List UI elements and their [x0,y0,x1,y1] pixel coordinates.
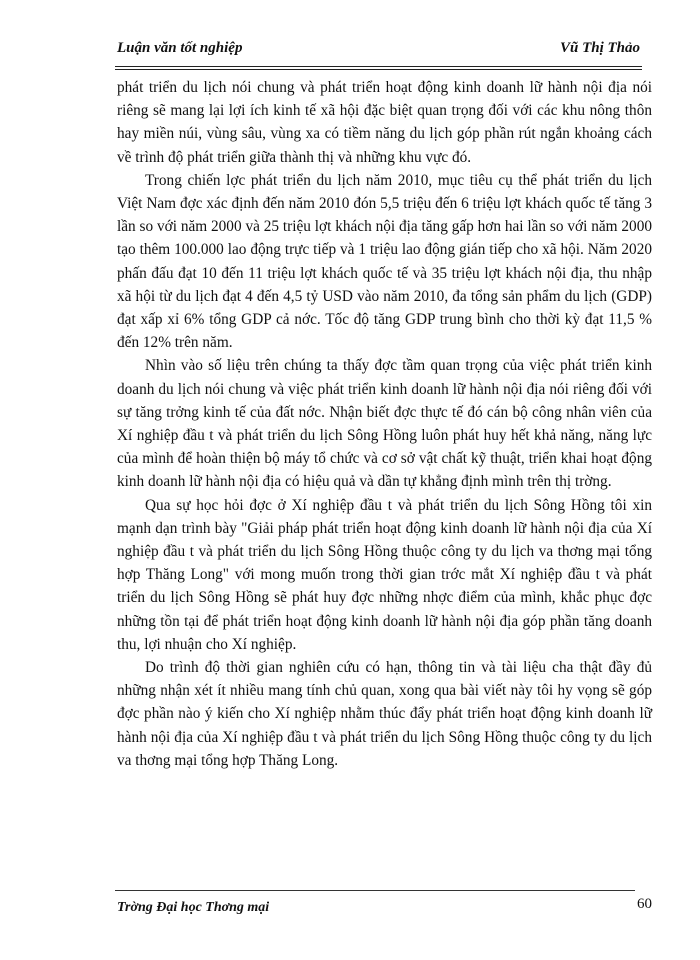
header-title: Luận văn tốt nghiệp [117,40,243,56]
page-number: 60 [637,896,652,912]
paragraph-1: phát triển du lịch nói chung và phát triển hoạt động kinh doanh lữ hành nội địa nói riêng sẽ mang lại lợi ích kinh tế xã hội đặc biệt quan trọng đối với các khu nông thôn hay miền núi, vùng sâu, vùng xa có tiềm năng du lịch góp phần rút ngắn khoảng cách về trình độ phát triển giữa thành thị và những khu vực đó. [117,79,652,166]
paragraph-2: Trong chiến lợc phát triển du lịch năm 2010, mục tiêu cụ thể phát triển du lịch Việt Nam đợc xác định đến năm 2010 đón 5,5 triệu đến 6 triệu lợt khách quốc tế tăng 3 lần so với năm 2000 và 25 triệu lợt khách nội địa tăng gấp hơn hai lần so với năm 2000 tạo thêm 100.000 lao động trực tiếp và 1 triệu lao động gián tiếp cho xã hội. Năm 2020 phấn đấu đạt 10 đến 11 triệu lợt khách quốc tế và 35 triệu lợt khách nội địa, thu nhập xã hội từ du lịch đạt 4 đến 4,5 tỷ USD vào năm 2010, đa tổng sản phẩm du lịch (GDP) đạt xấp xỉ 6% tổng GDP cả nớc. Tốc độ tăng GDP trung bình cho thời kỳ đạt 11,5 % đến 12% trên năm. [117,171,652,352]
paragraph-4: Qua sự học hỏi đợc ở Xí nghiệp đầu t và phát triển du lịch Sông Hồng tôi xin mạnh dạn trình bày "Giải pháp phát triển hoạt động kinh doanh lữ hành nội địa của Xí nghiệp đầu t và phát triển du lịch Sông Hồng thuộc công ty du lịch va thơng mại tổng hợp Thăng Long" với mong muốn trong thời gian trớc mắt Xí nghiệp đầu t và phát triển du lịch Sông Hồng sẽ phát huy đợc những nhợc điểm của mình, khắc phục đợc những tồn tại để phát triển hoạt động kinh doanh lữ hành nội địa góp phần tăng doanh thu, lợi nhuận cho Xí nghiệp. [117,496,652,653]
document-body [117,76,652,772]
paragraph-3: Nhìn vào số liệu trên chúng ta thấy đợc tầm quan trọng của việc phát triển kinh doanh du lịch nói chung và việc phát triển kinh doanh lữ hành nội địa nói riêng đối với sự tăng trởng kinh tế của đất nớc. Nhận biết đợc thực tế đó cán bộ công nhân viên của Xí nghiệp đầu t và phát triển du lịch Sông Hồng luôn phát huy hết khả năng, năng lực của mình để hoàn thiện bộ máy tổ chức và cơ sở vật chất kỹ thuật, triển khai hoạt động kinh doanh lữ hành nội địa có hiệu quả và dần tự khẳng định mình trên thị trờng. [117,357,652,491]
paragraph-5: Do trình độ thời gian nghiên cứu có hạn, thông tin và tài liệu cha thật đầy đủ những nhận xét ít nhiều mang tính chủ quan, xong qua bài viết này tôi hy vọng sẽ góp đợc phần nào ý kiến cho Xí nghiệp nhằm thúc đẩy phát triển hoạt động kinh doanh lữ hành nội địa của Xí nghiệp đầu t và phát triển du lịch Sông Hồng thuộc công ty du lịch va thơng mại tổng hợp Thăng Long. [117,659,652,769]
header-author: Vũ Thị Thảo [559,40,640,56]
footer-divider [115,890,635,891]
header-divider [115,66,642,70]
footer-institution: Trờng Đại học Thơng mại [117,900,270,914]
